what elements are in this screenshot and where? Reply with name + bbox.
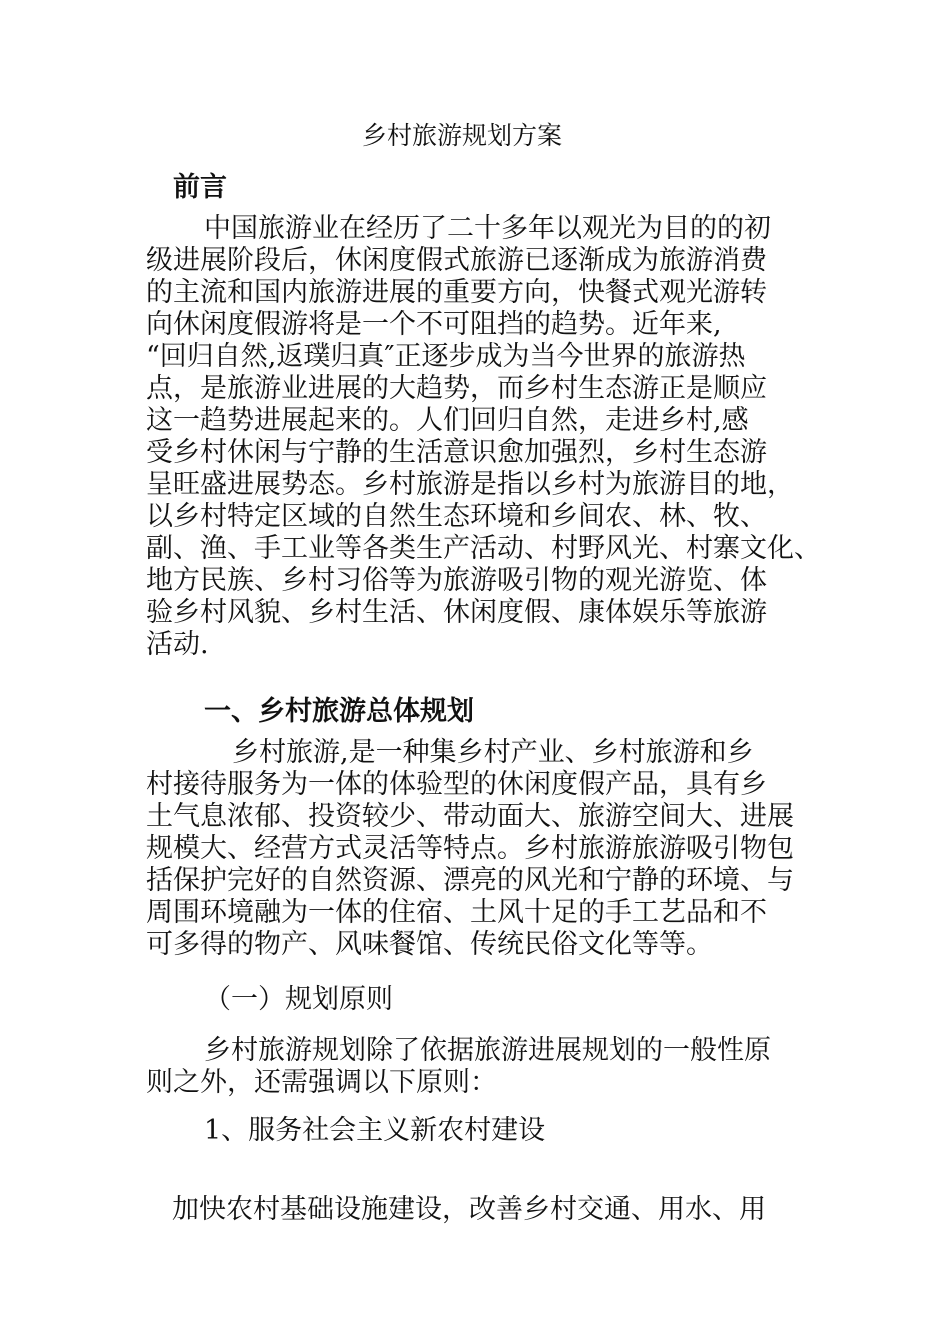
paragraph-line: 向休闲度假游将是一个不可阻挡的趋势。近年来, [146, 309, 722, 340]
paragraph-line: 则之外，还需强调以下原则： [146, 1067, 497, 1098]
paragraph-line: 村接待服务为一体的体验型的休闲度假产品，具有乡 [146, 769, 767, 800]
document-title: 乡村旅游规划方案 [362, 121, 563, 150]
paragraph-line: 级进展阶段后，休闲度假式旅游已逐渐成为旅游消费 [146, 245, 767, 276]
paragraph-line: 乡村旅游规划除了依据旅游进展规划的一般性原 [204, 1035, 771, 1066]
preface-heading: 前言 [173, 172, 227, 203]
paragraph-line: 活动. [146, 629, 209, 660]
paragraph-line: “回归自然,返璞归真″正逐步成为当今世界的旅游热 [146, 341, 746, 372]
paragraph-line: 呈旺盛进展势态。乡村旅游是指以乡村为旅游目的地， [146, 469, 794, 500]
paragraph-line: 乡村旅游,是一种集乡村产业、乡村旅游和乡 [232, 737, 754, 768]
paragraph-line: 规模大、经营方式灵活等特点。乡村旅游旅游吸引物包 [146, 833, 794, 864]
paragraph-line: 这一趋势进展起来的。人们回归自然，走进乡村,感 [146, 405, 749, 436]
paragraph-line: 的主流和国内旅游进展的重要方向，快餐式观光游转 [146, 277, 767, 308]
paragraph-line: 点，是旅游业进展的大趋势，而乡村生态游正是顺应 [146, 373, 767, 404]
paragraph-line: 可多得的物产、风味餐馆、传统民俗文化等等。 [146, 929, 713, 960]
paragraph-line: 受乡村休闲与宁静的生活意识愈加强烈，乡村生态游 [146, 437, 767, 468]
paragraph-line: 地方民族、乡村习俗等为旅游吸引物的观光游览、体 [146, 565, 767, 596]
paragraph-line: 土气息浓郁、投资较少、带动面大、旅游空间大、进展 [146, 801, 794, 832]
paragraph-line: 括保护完好的自然资源、漂亮的风光和宁静的环境、与 [146, 865, 794, 896]
section-heading: 一、乡村旅游总体规划 [204, 696, 474, 727]
paragraph-line: 中国旅游业在经历了二十多年以观光为目的的初 [204, 213, 771, 244]
paragraph-line: 周围环境融为一体的住宿、土风十足的手工艺品和不 [146, 897, 767, 928]
paragraph-line: 以乡村特定区域的自然生态环境和乡间农、林、牧、 [146, 501, 767, 532]
subsection-heading: （一）规划原则 [204, 984, 393, 1015]
paragraph-line: 验乡村风貌、乡村生活、休闲度假、康体娱乐等旅游 [146, 597, 767, 628]
paragraph-line: 副、渔、手工业等各类生产活动、村野风光、村寨文化、 [146, 533, 821, 564]
principle-item: 1、服务社会主义新农村建设 [204, 1115, 546, 1146]
paragraph-line: 加快农村基础设施建设，改善乡村交通、用水、用 [172, 1194, 766, 1225]
